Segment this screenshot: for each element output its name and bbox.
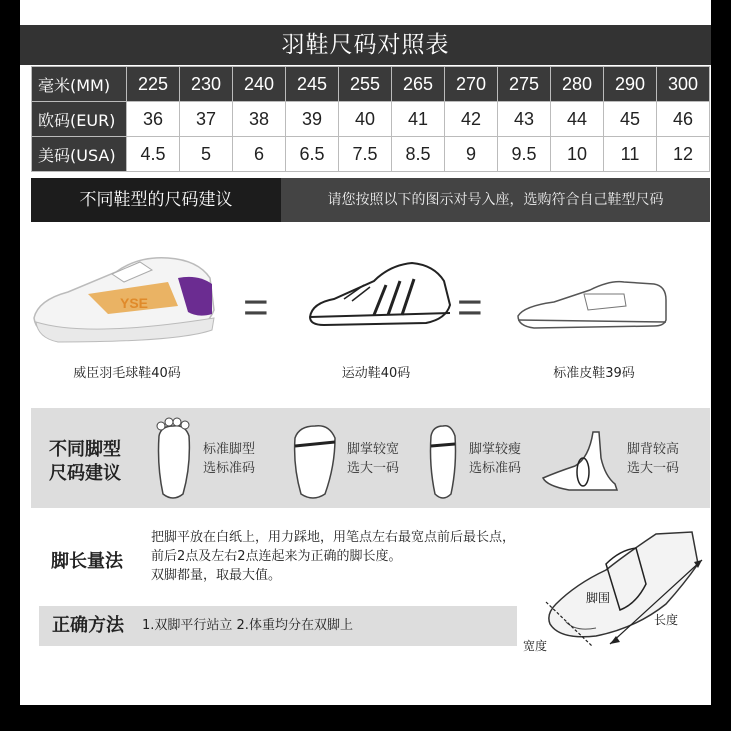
size-cell: 40 — [339, 102, 392, 137]
svg-text:YSE: YSE — [120, 295, 149, 311]
high-arch-foot-icon — [539, 428, 625, 494]
standard-foot-label — [203, 440, 255, 478]
size-cell: 240 — [233, 67, 286, 102]
size-cell: 36 — [127, 102, 180, 137]
sports-shoe-image — [304, 255, 454, 335]
size-cell: 41 — [392, 102, 445, 137]
foot-type-title-line1: 不同脚型 — [49, 439, 121, 460]
size-cell: 38 — [233, 102, 286, 137]
size-cell: 225 — [127, 67, 180, 102]
size-table-row — [32, 102, 710, 137]
method-bar — [39, 606, 517, 646]
measure-line-2: 前后2点及左右2点连起来为正确的脚长度。 — [151, 549, 402, 564]
size-cell: 44 — [551, 102, 604, 137]
leather-shoe-image — [514, 270, 674, 340]
wide-foot-icon — [287, 416, 343, 502]
advice-heading: 不同鞋型的尺码建议 — [31, 178, 281, 222]
thin-foot-icon — [421, 416, 465, 502]
high-arch-foot-label-1: 脚背较高 — [627, 442, 680, 457]
size-cell: 255 — [339, 67, 392, 102]
size-cell: 5 — [180, 137, 233, 172]
thin-foot-label-1: 脚掌较瘦 — [469, 442, 522, 457]
size-cell: 8.5 — [392, 137, 445, 172]
measure-instructions — [151, 528, 515, 585]
size-cell: 290 — [604, 67, 657, 102]
high-arch-foot-label — [627, 440, 679, 478]
page-title: 羽鞋尺码对照表 — [20, 25, 711, 65]
girth-label: 脚围 — [586, 591, 611, 605]
thin-foot-label-2: 选标准码 — [469, 461, 522, 476]
foot-type-title — [49, 438, 121, 486]
method-title: 正确方法 — [52, 615, 124, 636]
size-cell: 6 — [233, 137, 286, 172]
size-chart-page — [20, 0, 711, 705]
equals-sign-1: = — [243, 283, 269, 332]
leather-shoe-caption: 标准皮鞋39码 — [553, 366, 635, 381]
size-table-row — [32, 137, 710, 172]
size-cell: 43 — [498, 102, 551, 137]
size-cell: 245 — [286, 67, 339, 102]
size-cell: 12 — [657, 137, 710, 172]
foot-type-title-line2: 尺码建议 — [49, 463, 121, 484]
width-label: 宽度 — [523, 639, 548, 653]
size-cell: 45 — [604, 102, 657, 137]
size-cell: 230 — [180, 67, 233, 102]
size-cell: 265 — [392, 67, 445, 102]
standard-foot-label-1: 标准脚型 — [203, 442, 256, 457]
size-row-header: 美码(USA) — [32, 137, 127, 172]
size-cell: 10 — [551, 137, 604, 172]
measure-line-3: 双脚都量，取最大值。 — [151, 568, 282, 583]
wide-foot-label-2: 选大一码 — [347, 461, 400, 476]
size-cell: 275 — [498, 67, 551, 102]
size-row-header: 欧码(EUR) — [32, 102, 127, 137]
size-cell: 4.5 — [127, 137, 180, 172]
high-arch-foot-label-2: 选大一码 — [627, 461, 680, 476]
size-cell: 280 — [551, 67, 604, 102]
sports-shoe-caption: 运动鞋40码 — [341, 366, 411, 381]
advice-instruction: 请您按照以下的图示对号入座，选购符合自己鞋型尺码 — [327, 192, 664, 208]
standard-foot-icon — [149, 416, 199, 502]
size-cell: 6.5 — [286, 137, 339, 172]
size-table-row — [32, 67, 710, 102]
thin-foot-label — [469, 440, 521, 478]
size-cell: 42 — [445, 102, 498, 137]
badminton-shoe-image — [28, 248, 216, 348]
size-cell: 37 — [180, 102, 233, 137]
length-label: 长度 — [654, 613, 679, 627]
measure-title: 脚长量法 — [51, 551, 123, 572]
size-cell: 9 — [445, 137, 498, 172]
foot-type-panel — [31, 408, 710, 508]
wide-foot-label — [347, 440, 399, 478]
advice-bar — [31, 178, 710, 222]
standard-foot-label-2: 选标准码 — [203, 461, 256, 476]
wide-foot-label-1: 脚掌较宽 — [347, 442, 400, 457]
size-cell: 39 — [286, 102, 339, 137]
badminton-shoe-caption: 威臣羽毛球鞋40码 — [73, 366, 181, 381]
size-cell: 7.5 — [339, 137, 392, 172]
size-cell: 46 — [657, 102, 710, 137]
size-cell: 300 — [657, 67, 710, 102]
size-row-header: 毫米(MM) — [32, 67, 127, 102]
equals-sign-2: = — [457, 283, 483, 332]
method-text: 1.双脚平行站立 2.体重均分在双脚上 — [142, 618, 353, 633]
size-cell: 9.5 — [498, 137, 551, 172]
measure-line-1: 把脚平放在白纸上，用力踩地，用笔点左右最宽点前后最长点， — [151, 530, 516, 545]
size-table — [31, 66, 710, 172]
size-cell: 11 — [604, 137, 657, 172]
size-cell: 270 — [445, 67, 498, 102]
